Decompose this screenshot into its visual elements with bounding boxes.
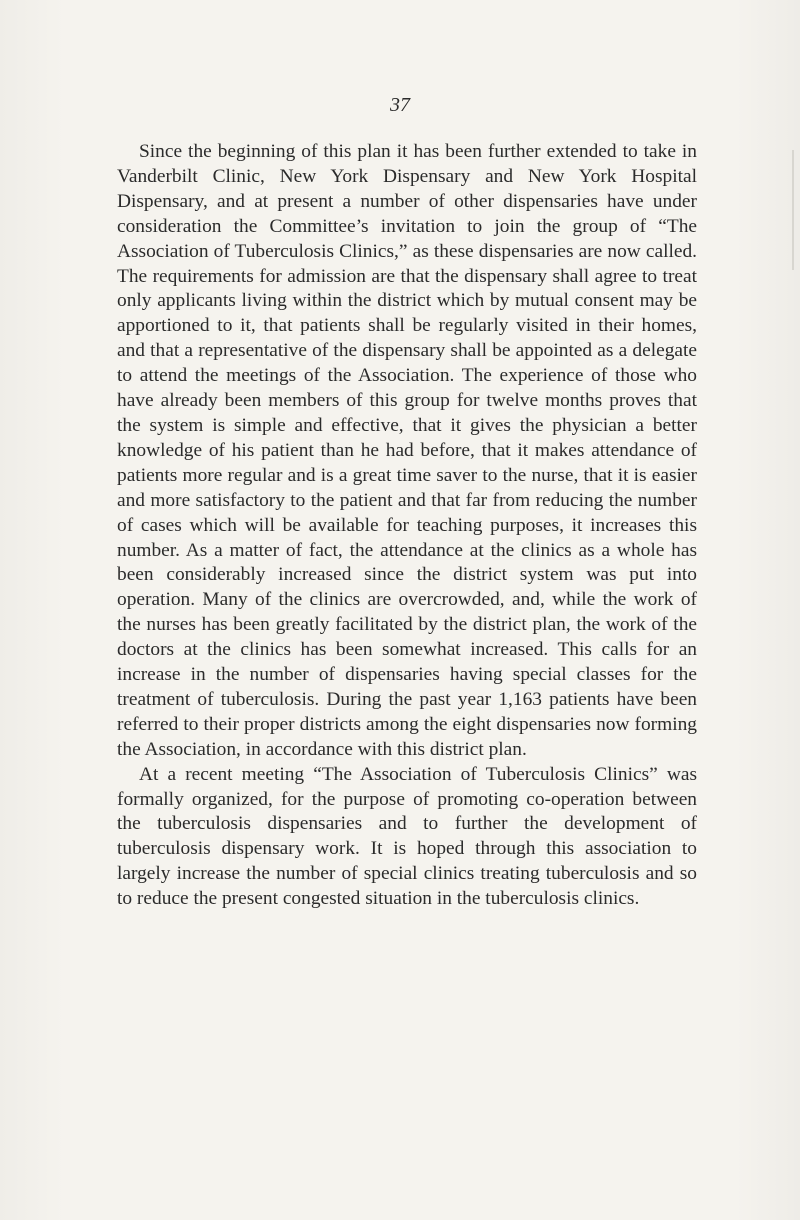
body-text — [117, 140, 697, 912]
scan-edge-mark — [792, 150, 794, 270]
paragraph-1: Since the beginning of this plan it has been further extended to take in Vanderbilt Clinic, New York Dispensary and New York Hospital Dispensary, and at present a number of other dispensaries have under consideration the Committee’s invitation to join the group of “The Association of Tuberculosis Clinics,” as these dispensaries are now called. The requirements for admission are that the dispensary shall agree to treat only applicants living within the district which by mutual consent may be apportioned to it, that patients shall be regularly visited in their homes, and that a representative of the dispensary shall be appointed as a delegate to attend the meetings of the Association. The experience of those who have already been members of this group for twelve months proves that the system is simple and effective, that it gives the physician a better knowledge of his patient than he had before, that it makes attendance of patients more regular and is a great time saver to the nurse, that it is easier and more satisfactory to the patient and that far from reducing the number of cases which will be available for teaching purposes, it increases this number. As a matter of fact, the attendance at the clinics as a whole has been considerably increased since the district system was put into operation. Many of the clinics are overcrowded, and, while the work of the nurses has been greatly facilitated by the district plan, the work of the doctors at the clinics has been somewhat increased. This calls for an increase in the number of dispensaries having special classes for the treatment of tuberculosis. During the past year 1,163 patients have been referred to their proper districts among the eight dispensaries now forming the Association, in accordance with this district plan. — [117, 141, 697, 760]
paragraph-2: At a recent meeting “The Association of Tuberculosis Clinics” was formally organized, for the purpose of promoting co-operation between the tuberculosis dispensaries and to further the development of tuberculosis dispensary work. It is hoped through this association to largely increase the number of special clinics treating tuberculosis and so to reduce the present congested situation in the tuberculosis clinics. — [117, 763, 697, 910]
page-number: 37 — [390, 94, 410, 116]
